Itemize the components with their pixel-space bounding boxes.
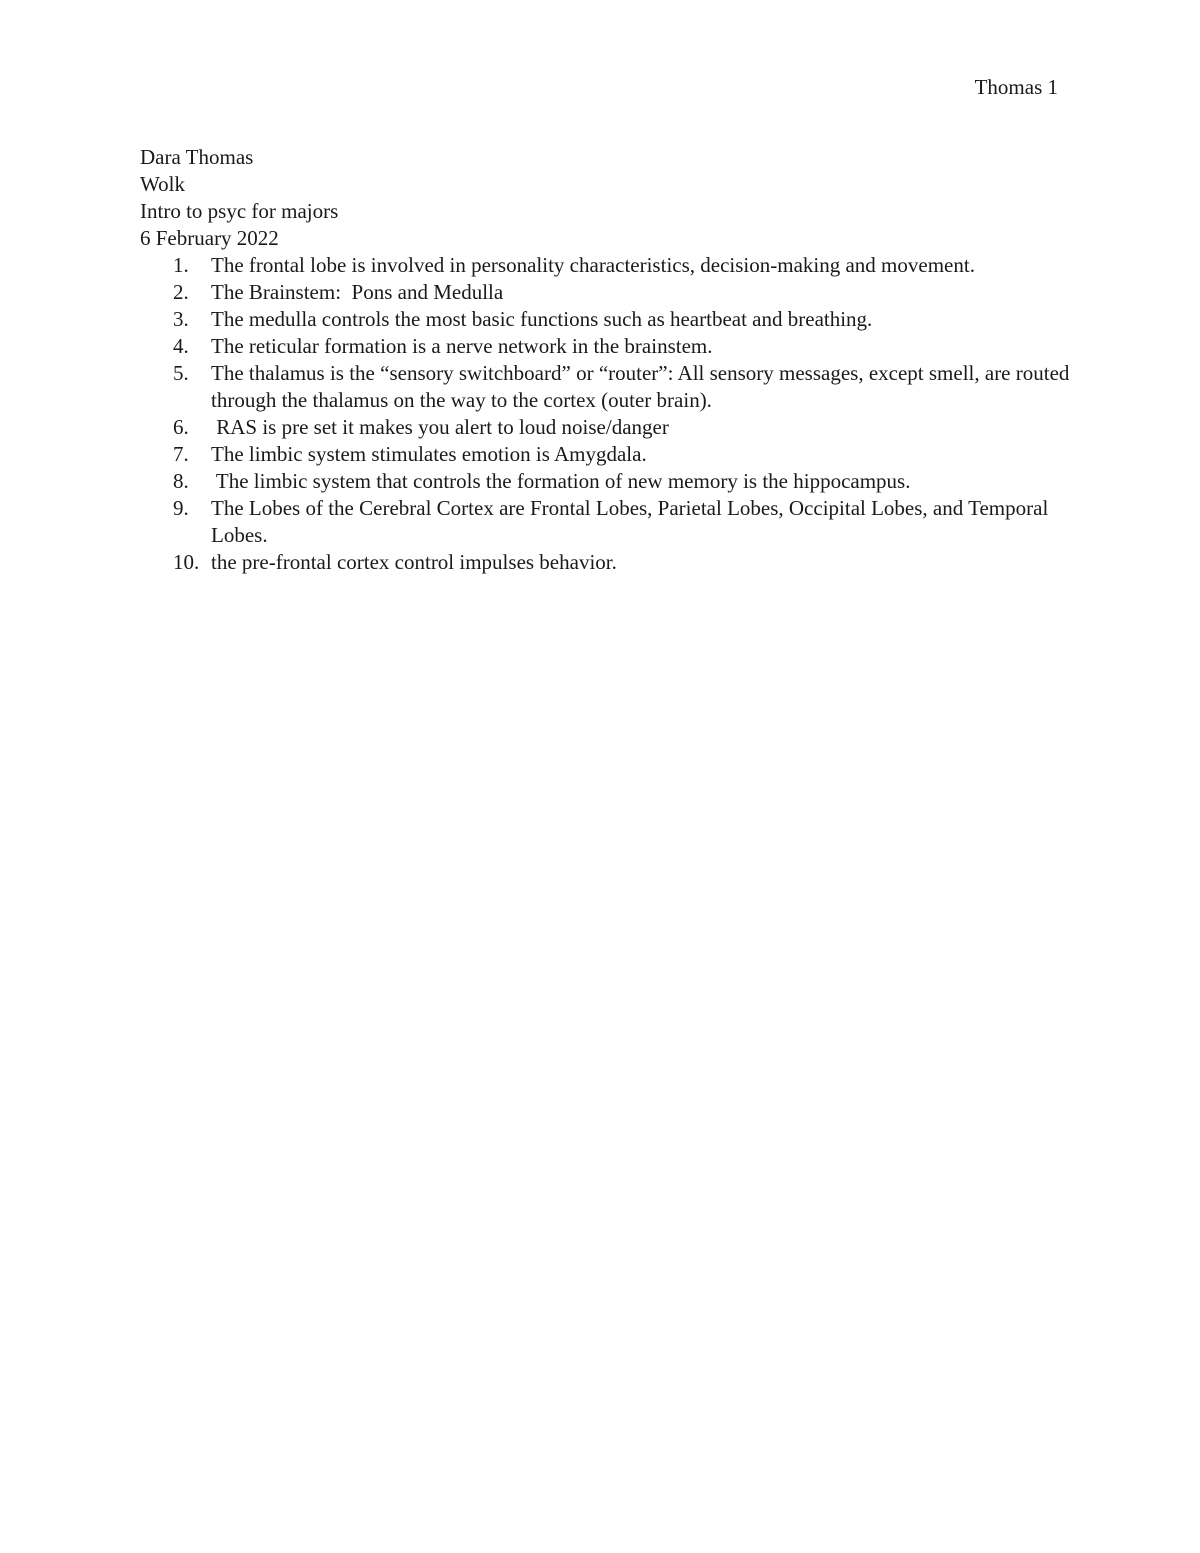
- list-item-number: 10.: [173, 550, 200, 574]
- list-item-text: The limbic system that controls the formation of new memory is the hippocampus.: [211, 469, 911, 493]
- list-item-number: 3.: [173, 307, 189, 331]
- document-date: 6 February 2022: [140, 226, 279, 250]
- list-item-text: The limbic system stimulates emotion is Amygdala.: [211, 442, 647, 466]
- list-item-text: The reticular formation is a nerve network in the brainstem.: [211, 334, 713, 358]
- page-number-label: Thomas 1: [974, 75, 1058, 99]
- list-item-number: 2.: [173, 280, 189, 304]
- list-item: [140, 333, 1070, 360]
- numbered-list: [140, 252, 1070, 576]
- list-item-number: 9.: [173, 496, 189, 520]
- list-item-text: The thalamus is the “sensory switchboard” or “router”: All sensory messages, except smell, are routed through the thalamus on the way to the cortex (outer brain).: [211, 361, 1070, 412]
- course-name: Intro to psyc for majors: [140, 199, 339, 223]
- list-item: [140, 441, 1070, 468]
- list-item: [140, 468, 1070, 495]
- list-item: [140, 279, 1070, 306]
- list-item: [140, 252, 1070, 279]
- page-header: [975, 74, 1058, 101]
- student-name: Dara Thomas: [140, 145, 254, 169]
- list-item-text: the pre-frontal cortex control impulses behavior.: [211, 550, 617, 574]
- instructor-name: Wolk: [140, 172, 185, 196]
- list-item-number: 1.: [173, 253, 189, 277]
- list-item: [140, 549, 1070, 576]
- list-item: [140, 306, 1070, 333]
- mla-heading: [140, 144, 1060, 252]
- list-item-number: 7.: [173, 442, 189, 466]
- list-item: [140, 495, 1070, 549]
- list-item: [140, 360, 1070, 414]
- list-item-number: 6.: [173, 415, 189, 439]
- list-item-number: 5.: [173, 361, 189, 385]
- list-item-text: The Lobes of the Cerebral Cortex are Frontal Lobes, Parietal Lobes, Occipital Lobes, and Temporal Lobes.: [211, 496, 1049, 547]
- list-item-number: 8.: [173, 469, 189, 493]
- list-item-text: The medulla controls the most basic functions such as heartbeat and breathing.: [211, 307, 873, 331]
- list-item-text: RAS is pre set it makes you alert to loud noise/danger: [211, 415, 669, 439]
- list-item-number: 4.: [173, 334, 189, 358]
- list-item: [140, 414, 1070, 441]
- list-item-text: The frontal lobe is involved in personality characteristics, decision-making and movement.: [211, 253, 975, 277]
- list-item-text: The Brainstem: Pons and Medulla: [211, 280, 504, 304]
